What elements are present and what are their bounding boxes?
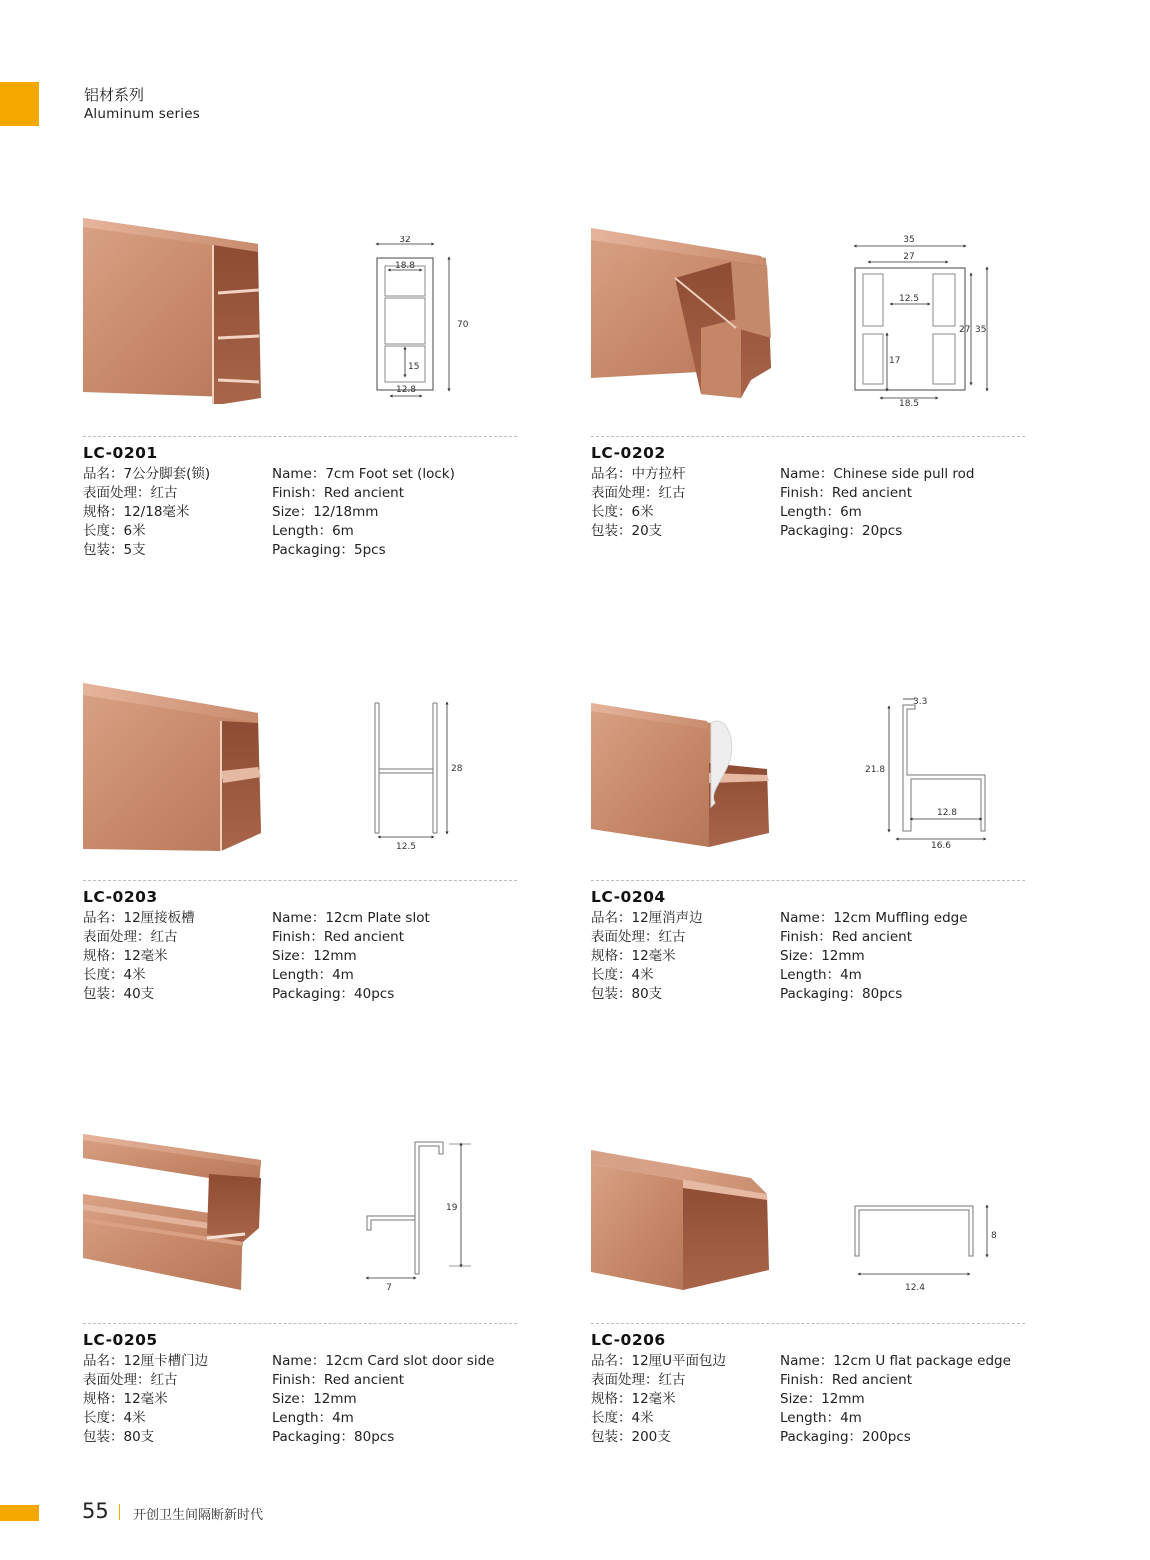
footer-accent-bar [0,1505,39,1521]
cross-section-drawing [363,236,473,406]
spec-line: 品名：12厘消声边 [591,910,703,926]
spec-list-zh [83,1352,208,1447]
dim-label: 12.8 [395,385,417,395]
spec-list-zh [591,909,703,1004]
spec-line: 规格：12毫米 [591,1391,676,1408]
spec-list-en [780,1352,1011,1447]
spec-line: Packaging：5pcs [272,542,386,559]
product-code: LC-0204 [591,888,666,906]
spec-line: 规格：12毫米 [591,948,676,965]
cross-section-drawing [363,697,473,857]
product-card-lc-0203 [83,683,517,1013]
spec-line: Length：4m [780,1410,862,1427]
cross-section-drawing [841,230,1001,408]
spec-list-zh [83,909,195,1004]
product-photo [83,218,265,408]
spec-line: Packaging：20pcs [780,523,903,540]
spec-line: Name：12cm Muffling edge [780,910,968,926]
dim-label: 35 [903,235,915,245]
spec-line: Size：12mm [780,1391,865,1408]
spec-list-en [780,909,968,1004]
product-photo [591,683,777,855]
spec-line: Packaging：80pcs [272,1429,395,1446]
spec-line: Size：12mm [780,948,865,965]
product-card-lc-0206 [591,1134,1025,1464]
series-title-zh: 铝材系列 [84,86,145,104]
spec-line: Packaging：40pcs [272,986,395,1003]
spec-line: Size：12mm [272,948,357,965]
dim-label: 21.8 [865,765,886,775]
header-accent-bar [0,82,39,126]
dim-label: 18.8 [394,261,416,271]
product-photo [83,1134,265,1294]
dim-label: 17 [889,356,901,366]
spec-line: Length：4m [272,1410,354,1427]
spec-line: 长度：4米 [83,967,146,984]
product-card-lc-0204 [591,683,1025,1013]
spec-line: Name：12cm Card slot door side [272,1353,495,1369]
dim-label: 16.6 [930,841,952,851]
cross-section-drawing [849,1196,999,1296]
cross-section-drawing [861,691,1001,861]
product-card-lc-0202 [591,218,1025,568]
product-photo [591,218,777,408]
dim-label: 18.5 [898,399,920,408]
spec-line: 表面处理：红古 [83,1372,178,1389]
product-card-lc-0201 [83,218,517,568]
spec-line: Finish：Red ancient [780,1372,913,1389]
product-code: LC-0206 [591,1331,666,1349]
spec-line: 品名：12厘U平面包边 [591,1353,727,1369]
spec-line: Packaging：80pcs [780,986,903,1003]
spec-list-zh [591,1352,726,1447]
spec-line: Name：12cm Plate slot [272,910,430,926]
spec-line: 规格：12毫米 [83,948,168,965]
spec-line: 长度：6米 [83,523,146,540]
spec-line: 包装：200支 [591,1429,671,1446]
product-code: LC-0201 [83,444,158,462]
dim-label: 3.3 [913,697,928,707]
product-photo [591,1134,777,1294]
spec-line: 包装：40支 [83,986,155,1003]
spec-list-zh [591,465,686,541]
spec-line: Finish：Red ancient [272,485,405,502]
spec-line: 品名：12厘卡槽门边 [83,1353,209,1369]
footer-separator [119,1504,120,1520]
dashed-divider [591,436,1025,437]
dim-label: 12.5 [395,842,417,852]
dim-label: 32 [399,236,411,245]
dim-label: 12.5 [898,294,920,304]
spec-line: 长度：4米 [591,967,654,984]
spec-line: 规格：12/18毫米 [83,504,190,521]
spec-line: 品名：12厘接板槽 [83,910,195,926]
spec-line: Finish：Red ancient [272,1372,405,1389]
series-title-en: Aluminum series [84,106,200,122]
spec-list-zh [83,465,210,560]
product-code: LC-0202 [591,444,666,462]
spec-list-en [272,1352,494,1447]
spec-line: Finish：Red ancient [780,929,913,946]
spec-line: 表面处理：红古 [83,929,178,946]
dim-label: 35 [975,325,987,335]
dim-label: 15 [408,362,420,372]
dashed-divider [83,880,517,881]
spec-line: 品名：7公分脚套(锁) [83,466,211,482]
spec-line: Length：4m [272,967,354,984]
product-photo [83,683,265,855]
product-code: LC-0203 [83,888,158,906]
spec-line: Packaging：200pcs [780,1429,911,1446]
spec-line: 包装：80支 [83,1429,155,1446]
dim-label: 28 [451,764,463,774]
spec-line: Size：12/18mm [272,504,379,521]
dim-label: 12.8 [936,808,958,818]
spec-line: 品名：中方拉杆 [591,466,686,482]
spec-line: 长度：6米 [591,504,654,521]
spec-line: Finish：Red ancient [780,485,913,502]
spec-line: Name：12cm U flat package edge [780,1353,1011,1369]
dim-label: 27 [903,252,915,262]
cross-section-drawing [353,1136,483,1300]
dim-label: 12.4 [904,1283,926,1293]
page-number: 55 [82,1499,109,1523]
spec-line: 包装：80支 [591,986,663,1003]
spec-line: 包装：5支 [83,542,146,559]
dashed-divider [591,1323,1025,1324]
spec-line: Name：Chinese side pull rod [780,466,975,482]
spec-line: 表面处理：红古 [591,485,686,502]
spec-line: Name：7cm Foot set (lock) [272,466,455,482]
spec-line: Length：6m [272,523,354,540]
product-code: LC-0205 [83,1331,158,1349]
dim-label: 70 [457,320,469,330]
spec-line: Finish：Red ancient [272,929,405,946]
spec-list-en [780,465,975,541]
dashed-divider [83,436,517,437]
dim-label: 27 [959,325,971,335]
footer-slogan: 开创卫生间隔断新时代 [133,1508,264,1523]
dim-label: 7 [386,1283,392,1293]
spec-line: Length：6m [780,504,862,521]
dashed-divider [83,1323,517,1324]
spec-line: 长度：4米 [83,1410,146,1427]
dim-label: 19 [446,1203,458,1213]
spec-line: 长度：4米 [591,1410,654,1427]
spec-line: Size：12mm [272,1391,357,1408]
dashed-divider [591,880,1025,881]
spec-line: Length：4m [780,967,862,984]
spec-line: 规格：12毫米 [83,1391,168,1408]
spec-list-en [272,465,455,560]
dim-label: 8 [991,1231,997,1241]
product-card-lc-0205 [83,1134,517,1464]
spec-line: 表面处理：红古 [591,929,686,946]
spec-line: 包装：20支 [591,523,663,540]
spec-line: 表面处理：红古 [591,1372,686,1389]
spec-line: 表面处理：红古 [83,485,178,502]
spec-list-en [272,909,430,1004]
